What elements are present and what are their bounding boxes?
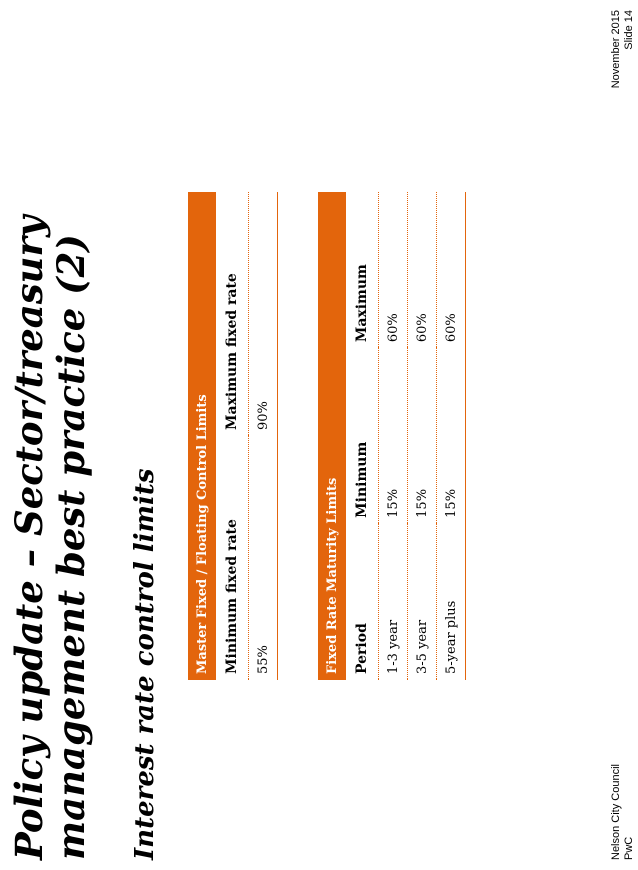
table-cell: 5-year plus: [437, 524, 466, 680]
table-cell: 55%: [249, 436, 278, 680]
table-header-row: [216, 192, 249, 680]
table-cell: 1-3 year: [379, 524, 408, 680]
footer-date: November 2015: [610, 10, 622, 89]
column-header: Period: [346, 524, 379, 680]
column-header: Minimum: [346, 348, 379, 524]
table-cell: 60%: [408, 192, 437, 348]
footer-firm: PwC: [623, 836, 635, 860]
table-cell: 15%: [437, 348, 466, 524]
table-cell: 60%: [437, 192, 466, 348]
table-row: [437, 192, 466, 680]
footer-right: [610, 10, 636, 88]
slide-number: Slide 14: [623, 10, 635, 50]
footer-org: Nelson City Council: [610, 764, 622, 860]
slide-title: Policy update – Sector/treasury management best practice (2): [7, 215, 93, 860]
column-header: Maximum fixed rate: [216, 192, 249, 436]
maturity-limits-table: [318, 192, 466, 680]
table-cell: 15%: [379, 348, 408, 524]
slide-subtitle: Interest rate control limits: [130, 468, 160, 860]
table-row: [249, 192, 278, 680]
table-cell: 3-5 year: [408, 524, 437, 680]
table-caption: Fixed Rate Maturity Limits: [318, 192, 346, 680]
table-cell: 90%: [249, 192, 278, 436]
column-header: Minimum fixed rate: [216, 436, 249, 680]
table-header-row: [346, 192, 379, 680]
column-header: Maximum: [346, 192, 379, 348]
footer-left: [610, 764, 636, 860]
table-row: [408, 192, 437, 680]
table-cell: 15%: [408, 348, 437, 524]
table-cell: 60%: [379, 192, 408, 348]
table-caption: Master Fixed / Floating Control Limits: [188, 192, 216, 680]
control-limits-table: [188, 192, 278, 680]
table-row: [379, 192, 408, 680]
